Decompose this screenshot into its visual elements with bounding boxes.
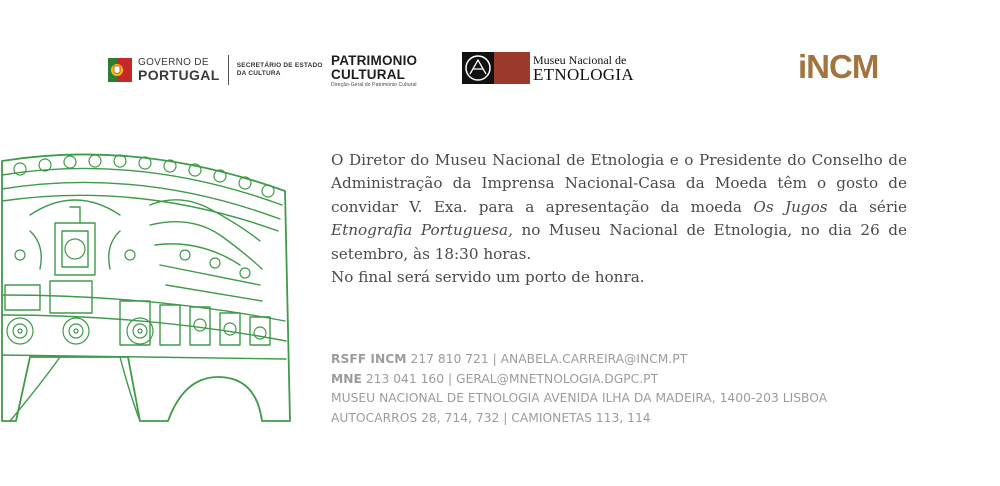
series-name: Etnografia Portuguesa, [331, 221, 513, 240]
invitation-text [331, 149, 907, 289]
contact-value: AUTOCARROS 28, 714, 732 | CAMIONETAS 113, 114 [331, 410, 651, 425]
ox-yoke-ornament-illustration [0, 145, 300, 430]
contact-row-incm [331, 350, 931, 370]
logo-bar [0, 50, 1000, 90]
patrimonio-subtitle: Direção-Geral do Património Cultural [331, 82, 417, 88]
patrimonio-cultural-logo [331, 54, 417, 88]
invitation-closing: No final será servido um porto de honra. [331, 268, 645, 287]
contact-row-transport [331, 409, 931, 429]
governo-portugal-logo [108, 54, 323, 86]
logo-divider [228, 55, 229, 85]
incm-logo: iNCM [798, 48, 879, 85]
invitation-part2: da série [827, 197, 907, 216]
contact-row-mne [331, 370, 931, 390]
museu-line2: ETNOLOGIA [533, 64, 634, 84]
patrimonio-line2: CULTURAL [331, 66, 406, 82]
invitation-paragraph [331, 149, 907, 266]
contact-label: RSFF INCM [331, 352, 407, 366]
contact-info [331, 350, 931, 428]
museu-red-block [494, 52, 530, 84]
portugal-shield-icon [108, 56, 132, 84]
secretario-line2: DA CULTURA [236, 70, 281, 77]
contact-value: 217 810 721 | ANABELA.CARREIRA@INCM.PT [406, 352, 688, 366]
museu-etnologia-logo [462, 52, 634, 84]
governo-line1: GOVERNO DE [138, 57, 209, 68]
contact-value: MUSEU NACIONAL DE ETNOLOGIA AVENIDA ILHA DA MADEIRA, 1400-203 LISBOA [331, 391, 828, 405]
secretario-line1: SECRETÁRIO DE ESTADO [236, 61, 323, 69]
invitation-part3: no Museu Nacional de Etnologia, no dia 26 de setembro, às 18:30 horas. [331, 221, 907, 263]
contact-row-address [331, 389, 931, 409]
invitation-part1: O Diretor do Museu Nacional de Etnologia e o Presidente do Conselho de Administração da Imprensa Nacional-Casa da Moeda têm o gosto de convidar V. Exa. para a apresentação da moeda [331, 151, 907, 216]
contact-value: 213 041 160 | GERAL@MNETNOLOGIA.DGPC.PT [361, 371, 659, 386]
museu-emblem-icon [462, 52, 494, 84]
coin-name: Os Jugos [753, 197, 828, 216]
governo-line2: PORTUGAL [138, 67, 220, 83]
contact-label: MNE [331, 371, 362, 386]
patrimonio-line1: PATRIMONIO [331, 53, 418, 68]
museu-line1: Museu Nacional de [533, 52, 627, 67]
secretario-estado-label [237, 62, 323, 79]
